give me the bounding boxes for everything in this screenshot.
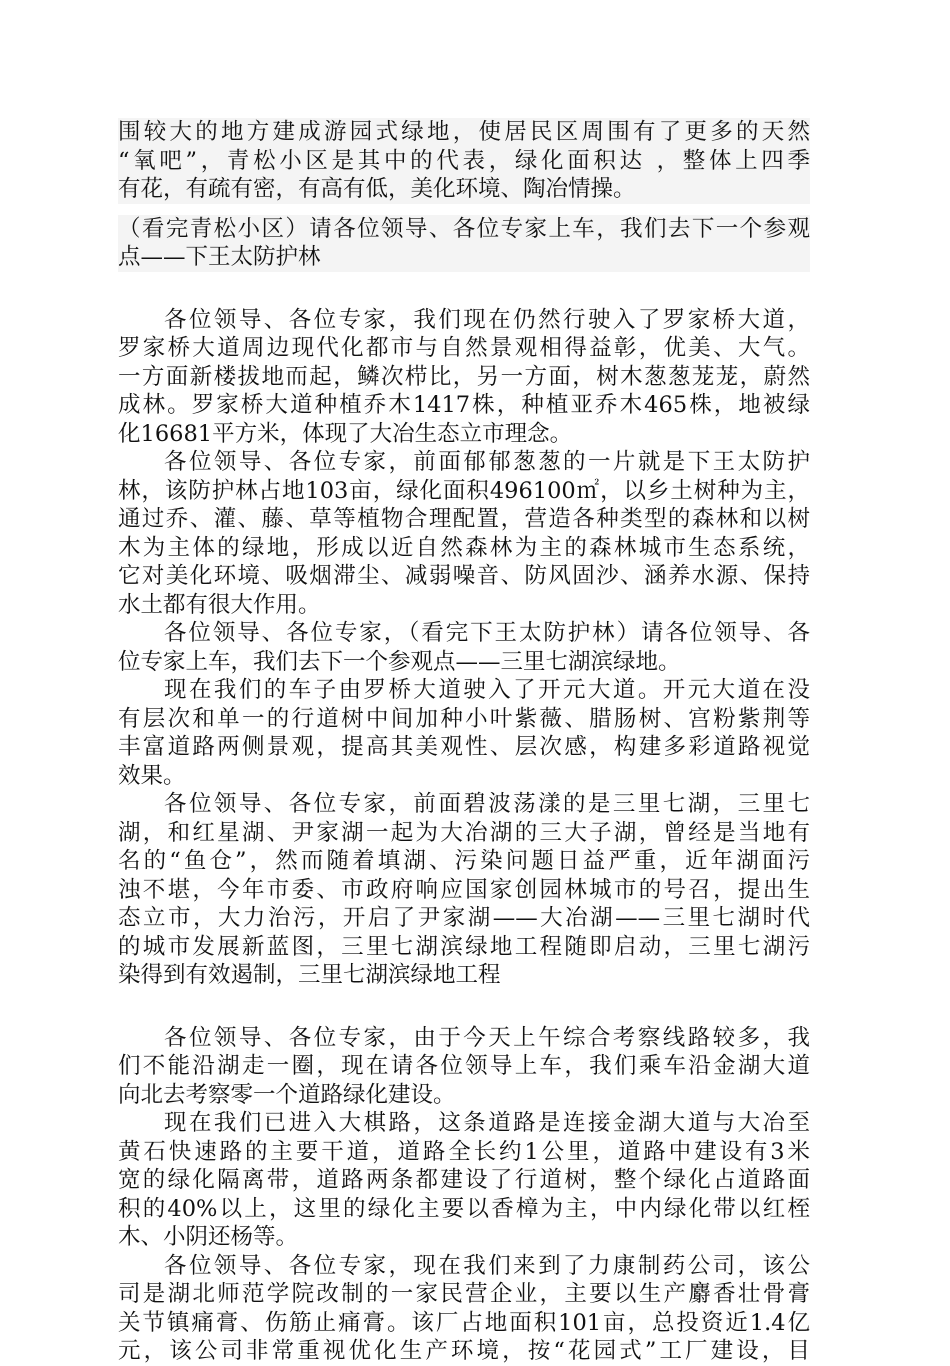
text-line: 木为主体的绿地，形成以近自然森林为主的森林城市生态系统， <box>118 534 810 561</box>
text-line: 通过乔、灌、藤、草等植物合理配置，营造各种类型的森林和以树 <box>118 506 810 532</box>
text-line: 丰富道路两侧景观，提高其美观性、层次感，构建多彩道路视觉 <box>118 734 810 760</box>
text-line: 各位领导、各位专家，前面碧波荡漾的是三里七湖，三里七 <box>164 791 810 817</box>
text-line: 司是湖北师范学院改制的一家民营企业，主要以生产麝香壮骨膏 <box>118 1281 810 1307</box>
text-line: 林，该防护林占地103亩，绿化面积496100㎡，以乡土树种为主， <box>118 477 810 504</box>
text-line: 罗家桥大道周边现代化都市与自然景观相得益彰，优美、大气。 <box>118 335 810 361</box>
text-line: 它对美化环境、吸烟滞尘、减弱噪音、防风固沙、涵养水源、保持 <box>118 563 810 589</box>
paragraph-luojiaqiao <box>118 306 810 449</box>
text-line: 各位领导、各位专家，由于今天上午综合考察线路较多，我 <box>164 1024 810 1051</box>
text-line: 的城市发展新蓝图，三里七湖滨绿地工程随即启动，三里七湖污 <box>118 933 810 960</box>
text-line: 现在我们已进入大棋路，这条道路是连接金湖大道与大冶至 <box>164 1110 810 1136</box>
text-line: 元，该公司非常重视优化生产环境，按“花园式”工厂建设，目 <box>118 1338 810 1364</box>
text-line: 水土都有很大作用。 <box>118 591 321 618</box>
paragraph-daqi-road <box>118 1109 810 1252</box>
text-line: 浊不堪，今年市委、市政府响应国家创园林城市的号召，提出生 <box>118 876 810 903</box>
text-line: 现在我们的车子由罗桥大道驶入了开元大道。开元大道在没 <box>164 677 810 703</box>
text-line: 态立市，大力治污，开启了尹家湖——大冶湖——三里七湖时代 <box>118 905 810 931</box>
text-line: 黄石快速路的主要干道，道路全长约1公里，道路中建设有3米 <box>118 1138 810 1165</box>
text-line: 成林。罗家桥大道种植乔木1417株，种植亚乔木465株，地被绿 <box>118 392 810 418</box>
text-line: 们不能沿湖走一圈，现在请各位领导上车，我们乘车沿金湖大道 <box>118 1053 810 1079</box>
text-line: 有花，有疏有密，有高有低，美化环境、陶冶情操。 <box>118 176 636 202</box>
document-page <box>118 118 810 1366</box>
text-line: 各位领导、各位专家，现在我们来到了力康制药公司，该公 <box>164 1252 810 1279</box>
paragraph-transfer-note <box>118 215 810 272</box>
paragraph-boarding <box>118 619 810 676</box>
paragraph-intro <box>118 118 810 204</box>
text-line: 各位领导、各位专家，（看完下王太防护林）请各位领导、各 <box>164 620 810 646</box>
text-line: 各位领导、各位专家，前面郁郁葱葱的一片就是下王太防护 <box>164 449 810 475</box>
text-line: 效果。 <box>118 762 186 789</box>
text-line: 木、小阴还杨等。 <box>118 1224 299 1250</box>
paragraph-likang <box>118 1252 810 1366</box>
text-line: 关节镇痛膏、伤筋止痛膏。该厂占地面积101亩，总投资近1.4亿 <box>118 1309 810 1336</box>
text-line: （看完青松小区）请各位领导、各位专家上车，我们去下一个参观 <box>118 215 810 242</box>
text-line: 一方面新楼拔地而起，鳞次栉比，另一方面，树木葱葱茏茏，蔚然 <box>118 363 810 390</box>
paragraph-xiawangtai <box>118 448 810 619</box>
text-line: 点——下王太防护林 <box>118 244 321 270</box>
text-line: 宽的绿化隔离带，道路两条都建设了行道树，整个绿化占道路面 <box>118 1167 810 1193</box>
text-line: 染得到有效遏制，三里七湖滨绿地工程 <box>118 962 501 988</box>
text-line: 各位领导、各位专家，我们现在仍然行驶入了罗家桥大道， <box>164 306 810 333</box>
text-line: 化16681平方米，体现了大冶生态立市理念。 <box>118 420 573 447</box>
paragraph-kaiyuan <box>118 676 810 790</box>
text-line: 积的40%以上，这里的绿化主要以香樟为主，中内绿化带以红桎 <box>118 1195 810 1222</box>
paragraph-jinhu <box>118 1024 810 1110</box>
text-line: 围较大的地方建成游园式绿地，使居民区周围有了更多的天然 <box>118 119 810 145</box>
paragraph-sanliqihu <box>118 790 810 990</box>
text-line: 名的“鱼仓”，然而随着填湖、污染问题日益严重，近年湖面污 <box>118 848 810 874</box>
text-line: “氧吧”，青松小区是其中的代表，绿化面积达 ，整体上四季 <box>118 147 810 174</box>
text-line: 向北去考察零一个道路绿化建设。 <box>118 1081 456 1108</box>
text-line: 位专家上车，我们去下一个参观点——三里七湖滨绿地。 <box>118 648 681 675</box>
text-line: 湖，和红星湖、尹家湖一起为大冶湖的三大子湖，曾经是当地有 <box>118 819 810 846</box>
text-line: 有层次和单一的行道树中间加种小叶紫薇、腊肠树、宫粉紫荆等 <box>118 705 810 732</box>
